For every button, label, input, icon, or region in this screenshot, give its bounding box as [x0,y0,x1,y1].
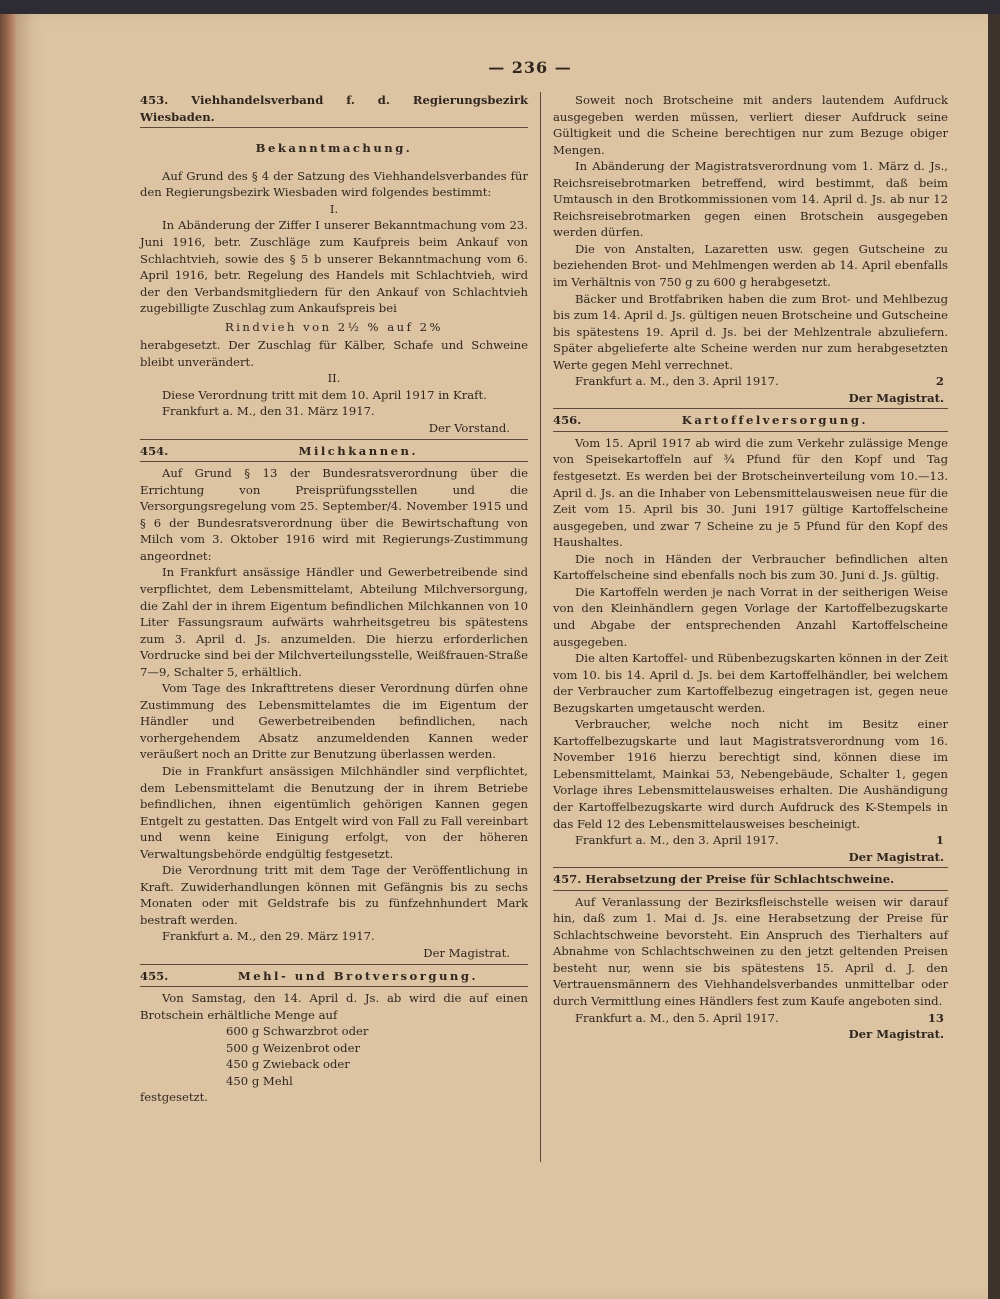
header-rule [553,431,948,432]
entry-subtitle: Bekanntmachung. [255,140,413,155]
entry-header [553,412,948,429]
dateline-row [553,373,948,390]
list-item: 500 g Weizenbrot oder [226,1040,360,1055]
paragraph: Diese Verordnung tritt mit dem 10. April 1917 in Kraft. [162,387,487,402]
dateline: Frankfurt a. M., den 5. April 1917. [575,1010,779,1025]
entry-header [140,443,528,460]
header-rule [140,986,528,987]
entry-number: 456. [553,413,582,428]
entry-title: Mehl- und Brotversorgung. [237,968,478,983]
dateline: Frankfurt a. M., den 3. April 1917. [575,833,779,848]
entry-455 [140,968,528,1106]
signer: Der Magistrat. [848,390,944,405]
paragraph: Die alten Kartoffel- und Rübenbezugskarten können in der Zeit vom 10. bis 14. April d. Js. bei dem Kartoffelhändler, bei welchem der Verbraucher zum Kartoffelbezug eingetragen ist, gegen neue Bezugskarten umgetauscht werden. [553,651,948,715]
entry-title: Kartoffelversorgung. [681,413,868,428]
paragraph: Die Kartoffeln werden je nach Vorrat in der seitherigen Weise von den Kleinhändlern gegen Vorlage der Kartoffelbezugskarte und Abgabe der entsprechenden Anzahl Kartoffelscheine ausgegeben. [553,584,948,649]
paragraph: Vom Tage des Inkrafttretens dieser Verordnung dürfen ohne Zustimmung des Lebensmittelamtes die im Eigentum der Händler und Gewerbetreibenden befindlichen, nach vorhergehendem Absatz anzumeldenden Kannen weder veräußert noch an Dritte zur Benutzung überlassen werden. [140,681,528,762]
entry-header: 457. Herabsetzung der Preise für Schlachtschweine. [553,872,895,887]
section-rule [553,867,948,868]
header-rule [140,461,528,462]
paragraph: Auf Grund § 13 der Bundesratsverordnung über die Errichtung von Preisprüfungsstellen und die Versorgungsregelung vom 25. September/4. November 1915 und § 6 der Bundesratsverordnung über die Bewirtschaftung von Milch vom 3. Oktober 1916 wird mit Regierungs-Zustimmung angeordnet: [140,466,528,563]
paragraph: herabgesetzt. Der Zuschlag für Kälber, Schafe und Schweine bleibt unverändert. [140,338,528,369]
entry-header: 453. Viehhandelsverband f. d. Regierungsbezirk Wiesbaden. [140,93,528,124]
rate-line: Rindvieh von 2½ % auf 2% [224,319,444,334]
section-number: II. [327,371,341,386]
signer: Der Magistrat. [423,945,510,960]
list-item: 450 g Mehl [226,1073,293,1088]
signer: Der Magistrat. [848,849,944,864]
paragraph: Auf Grund des § 4 der Satzung des Viehhandelsverbandes für den Regierungsbezirk Wiesbaden wird folgendes bestimmt: [140,168,528,200]
paragraph: Von Samstag, den 14. April d. Js. ab wird die auf einen Brotschein erhältliche Menge auf [140,991,528,1022]
entry-title: Milchkannen. [298,443,418,458]
list-item: 450 g Zwieback oder [226,1057,350,1072]
book-binding [0,14,16,1299]
signer: Der Vorstand. [428,421,510,436]
reference-number: 2 [935,374,944,389]
paragraph: festgesetzt. [140,1090,208,1105]
entry-456 [553,412,948,865]
entry-457 [553,871,948,1042]
list-item: 600 g Schwarzbrot oder [226,1024,369,1039]
paragraph: In Frankfurt ansässige Händler und Gewerbetreibende sind verpflichtet, dem Lebensmittelamt, Abteilung Milchversorgung, die Zahl der in ihrem Eigentum befindlichen Milchkannen von 10 Liter Fassungsraum aufwärts wahrheitsgetreu bis spätestens zum 3. April d. Js. anzumelden. Die hierzu erforderlichen Vordrucke sind bei der Milchverteilungsstelle, Weißfrauen-Straße 7—9, Schalter 5, erhältlich. [140,565,528,679]
entry-453 [140,92,528,437]
entry-number: 454. [140,443,169,458]
entry-454 [140,443,528,962]
paragraph: In Abänderung der Ziffer I unserer Bekanntmachung vom 23. Juni 1916, betr. Zuschläge zum Kaufpreis beim Ankauf von Schlachtvieh, sowie des § 5 b unserer Bekanntmachung vom 6. April 1916, betr. Regelung des Handels mit Schlachtvieh, wird der den Verbandsmitgliedern für den Ankauf von Schlachtvieh zugebilligte Zuschlag zum Ankaufspreis bei [140,218,528,316]
section-rule [553,408,948,409]
signer: Der Magistrat. [848,1027,944,1042]
paragraph: Vom 15. April 1917 ab wird die zum Verkehr zulässige Menge von Speisekartoffeln auf ¾ Pfund für den Kopf und Tag festgesetzt. Es werden bei der Brotscheinverteilung vom 10.—13. April d. Js. an die Inhaber von Lebensmittelausweisen neue für die Zeit vom 15. April bis 30. Juni 1917 gültige Kartoffelscheine ausgegeben, und zwar 7 Scheine zu je 5 Pfund für den Kopf des Haushaltes. [553,435,948,550]
dateline: Frankfurt a. M., den 29. März 1917. [162,929,375,944]
paragraph: Soweit noch Brotscheine mit anders lautendem Aufdruck ausgegeben werden müssen, verliert dieser Aufdruck seine Gültigkeit und die Scheine berechtigen nur zum Bezuge obiger Mengen. [553,93,948,157]
entry-header [140,968,528,985]
section-rule [140,439,528,440]
right-column [553,92,948,1043]
paragraph: Die Verordnung tritt mit dem Tage der Veröffentlichung in Kraft. Zuwiderhandlungen können mit Gefängnis bis zu sechs Monaten oder mit Geldstrafe bis zu fünfzehnhundert Mark bestraft werden. [140,863,528,927]
dateline-row [553,1010,948,1027]
paragraph: Bäcker und Brotfabriken haben die zum Brot- und Mehlbezug bis zum 14. April d. Js. gültigen neuen Brotscheine und Gutscheine bis spätestens 19. April d. Js. bei der Mehlzentrale abzuliefern. Später abgelieferte alte Scheine werden nur zum herabgesetzten Werte gegen Mehl verrechnet. [553,291,948,372]
section-rule [140,964,528,965]
paragraph: In Abänderung der Magistratsverordnung vom 1. März d. Js., Reichsreisebrotmarken betreffend, wird bestimmt, daß beim Umtausch in den Brotkommissionen vom 14. April d. Js. ab nur 12 Reichsreisebrotmarken gegen einen Brotschein ausgegeben werden dürfen. [553,159,948,240]
paragraph: Die in Frankfurt ansässigen Milchhändler sind verpflichtet, dem Lebensmittelamt die Benutzung der in ihrem Betriebe befindlichen, ihnen eigentümlich gehörigen Kannen gegen Entgelt zu gestatten. Das Entgelt wird von Fall zu Fall vereinbart und wenn keine Einigung erfolgt, von der höheren Verwaltungsbehörde endgültig festgesetzt. [140,763,528,861]
reference-number: 13 [927,1010,944,1025]
paragraph: Verbraucher, welche noch nicht im Besitz einer Kartoffelbezugskarte und laut Magistratsverordnung vom 16. November 1916 hierzu berechtigt sind, können diese im Lebensmittelamt, Mainkai 53, Nebengebäude, Schalter 1, gegen Vorlage ihres Lebensmittelausweises erhalten. Die Aushändigung der Kartoffelbezugskarte wird durch Aufdruck des K-Stempels in das Feld 12 des Lebensmittelausweises bescheinigt. [553,717,948,831]
paragraph: Die noch in Händen der Verbraucher befindlichen alten Kartoffelscheine sind ebenfalls noch bis zum 30. Juni d. Js. gültig. [553,551,948,583]
entry-number: 455. [140,968,169,983]
reference-number: 1 [935,833,944,848]
section-number: I. [329,201,339,216]
quantity-list [226,1023,528,1089]
dateline-row [553,832,948,849]
paragraph: Auf Veranlassung der Bezirksfleischstelle weisen wir darauf hin, daß zum 1. Mai d. Js. eine Herabsetzung der Preise für Schlachtschweine bevorsteht. Ein Anspruch des Tierhalters auf Abnahme von Schlachtschweinen zu den jetzt geltenden Preisen besteht nur, wenn sie bis spätestens 15. April d. J. den Vertrauensmännern des Viehhandelsverbandes unmittelbar oder durch Vermittlung eines Händlers fest zum Kaufe angeboten sind. [553,894,948,1008]
dateline: Frankfurt a. M., den 31. März 1917. [162,404,375,419]
header-rule [553,890,948,891]
paragraph: Die von Anstalten, Lazaretten usw. gegen Gutscheine zu beziehenden Brot- und Mehlmengen werden ab 14. April ebenfalls im Verhältnis von 750 g zu 600 g herabgesetzt. [553,241,948,290]
column-divider [540,92,541,1162]
page-number: — 236 — [488,58,572,77]
scan-top-edge [0,0,1000,14]
entry-455-continued [553,92,948,406]
dateline: Frankfurt a. M., den 3. April 1917. [575,374,779,389]
header-rule [140,127,528,128]
left-column [140,92,528,1106]
